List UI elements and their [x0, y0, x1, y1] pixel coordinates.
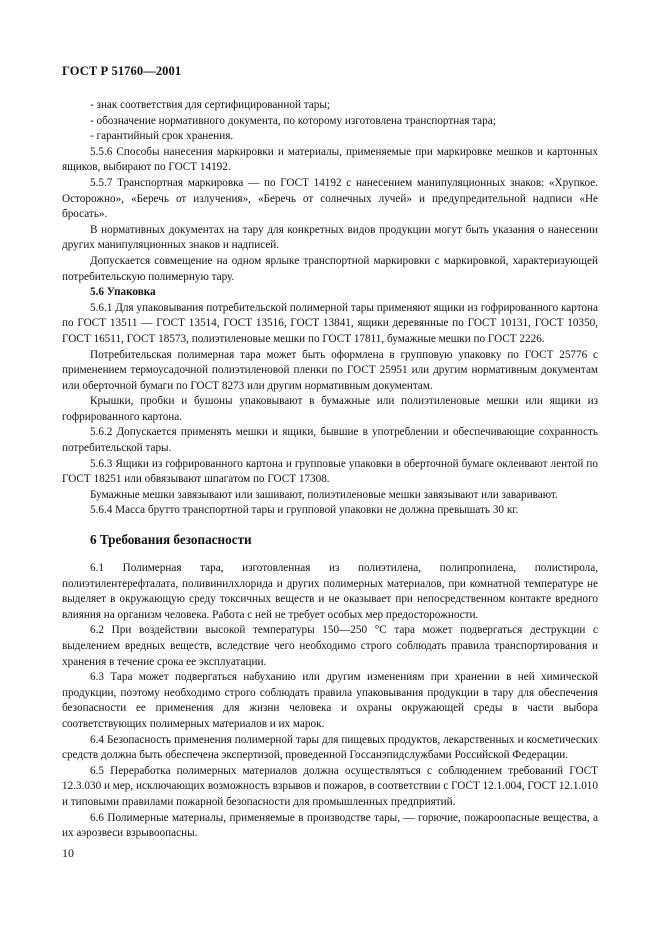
paragraph: - знак соответствия для сертифицированной тары;: [90, 99, 330, 111]
page-number: 10: [62, 846, 74, 860]
paragraph: 6.2 При воздействии высокой температуры 150—250 °С тара может подвергаться деструкции с выделением вредных веществ, вследствие чего необходимо строго соблюдать правила транспортирования и хранения в течение срока ее эксплуатации.: [62, 624, 598, 668]
paragraph: 5.5.7 Транспортная маркировка — по ГОСТ 14192 с нанесением манипуляционных знаков: «Хрупкое. Осторожно», «Беречь от излучения», «Беречь от солнечных лучей» и предупредительной надписи «Не бросать».: [62, 176, 598, 221]
paragraph: Допускается совмещение на одном ярлыке транспортной маркировки с маркировкой, характеризующей потребительскую полимерную тару.: [62, 254, 598, 283]
paragraph: В нормативных документах на тару для конкретных видов продукции могут быть указания о нанесении других манипуляционных знаков и надписей.: [62, 223, 598, 252]
paragraph: - обозначение нормативного документа, по которому изготовлена транспортная тара;: [90, 114, 496, 127]
document-body: [62, 98, 598, 842]
paragraph: 5.6.2 Допускается применять мешки и ящики, бывшие в употреблении и обеспечивающие сохранность потребительской тары.: [62, 426, 598, 455]
paragraph: 6.6 Полимерные материалы, применяемые в производстве тары, — горючие, пожароопасные вещества, а их аэрозвеси взрывоопасны.: [62, 811, 598, 840]
paragraph: 5.5.6 Способы нанесения маркировки и материалы, применяемые при маркировке мешков и картонных ящиков, выбирают по ГОСТ 14192.: [62, 145, 598, 174]
paragraph: 5.6.4 Масса брутто транспортной тары и групповой упаковки не должна превышать 30 кг.: [90, 504, 519, 517]
paragraph: 5.6.1 Для упаковывания потребительской полимерной тары применяют ящики из гофрированного картона по ГОСТ 13511 — ГОСТ 13514, ГОСТ 13516, ГОСТ 13841, ящики деревянные по ГОСТ 10131, ГОСТ 10350, ГОСТ 16511, ГОСТ 18573, полиэтиленовые мешки по ГОСТ 17811, бумажные мешки по ГОСТ 2226.: [62, 301, 598, 345]
paragraph: Потребительская полимерная тара может быть оформлена в групповую упаковку по ГОСТ 25776 с применением термоусадочной полиэтиленовой пленки по ГОСТ 25951 или другим нормативным документам или оберточной бумаги по ГОСТ 8273 или другим нормативным документам.: [62, 348, 598, 392]
paragraph: 6.5 Переработка полимерных материалов должна осуществляться с соблюдением требований ГОСТ 12.3.030 и мер, исключающих возможность взрывов и пожаров, в соответствии с ГОСТ 12.1.004, ГОСТ 12.1.010 и типовыми правилами пожарной безопасности для промышленных предприятий.: [62, 764, 598, 808]
paragraph: Бумажные мешки завязывают или зашивают, полиэтиленовые мешки завязывают или заваривают.: [90, 488, 558, 501]
safety-section: [62, 561, 598, 842]
paragraph: 6.4 Безопасность применения полимерной тары для пищевых продуктов, лекарственных и косметических средств должна быть обеспечена экспертизой, проведенной Госсанэпидслужбами Российской Федерации.: [62, 733, 598, 762]
paragraph: Крышки, пробки и бушоны упаковывают в бумажные или полиэтиленовые мешки или ящики из гофрированного картона.: [62, 395, 598, 423]
paragraph: - гарантийный срок хранения.: [90, 130, 234, 143]
paragraph: 6.1 Полимерная тара, изготовленная из полиэтилена, полипропилена, полистирола, полиэтилентерефталата, поливинилхлорида и других полимерных материалов, при комнатной температуре не выделяет в окружающую среду токсичных веществ и не оказывает при непосредственном контакте вредного влияния на организм человека. Работа с ней не требует особых мер предосторожности.: [62, 562, 598, 621]
paragraph: 6.3 Тара может подвергаться набуханию или другим изменениям при хранении в ней химической продукции, поэтому необходимо строго соблюдать правила упаковывания продукции в тару для обеспечения безопасности ее применения для жизни человека и охраны окружающей среды в части выбора соответствующих полимерных материалов и их марок.: [62, 671, 598, 730]
paragraph: 5.6.3 Ящики из гофрированного картона и групповые упаковки в оберточной бумаге оклеивают лентой по ГОСТ 18251 или обвязывают шпагатом по ГОСТ 17308.: [62, 457, 598, 486]
page-header-standard: ГОСТ Р 51760—2001: [62, 64, 182, 78]
document-page: [62, 0, 598, 936]
subsection-title: 5.6 Упаковка: [90, 286, 156, 299]
section-title: 6 Требования безопасности: [90, 532, 252, 548]
